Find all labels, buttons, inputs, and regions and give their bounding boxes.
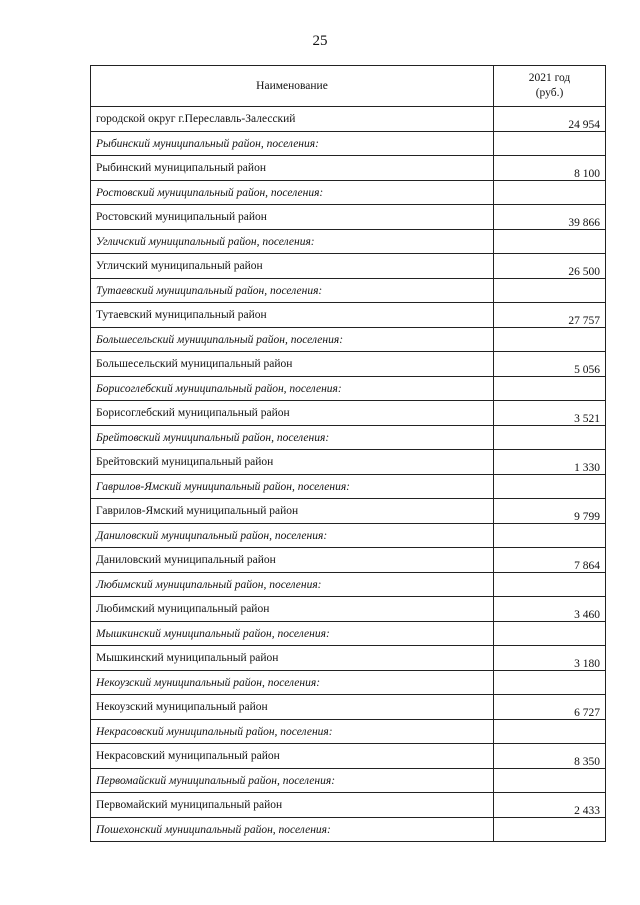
row-name-cell: Гаврилов-Ямский муниципальный район: [91, 499, 494, 524]
table-row: [91, 793, 606, 818]
table-row: [91, 352, 606, 377]
section-header-label: Первомайский муниципальный район, поселения:: [91, 769, 494, 793]
table-row: [91, 107, 606, 132]
section-header-row: [91, 622, 606, 646]
row-value-cell: 7 864: [494, 548, 606, 573]
section-header-row: [91, 524, 606, 548]
row-name-cell: городской округ г.Переславль-Залесский: [91, 107, 494, 132]
section-header-label: Даниловский муниципальный район, поселения:: [91, 524, 494, 548]
section-header-label: Любимский муниципальный район, поселения:: [91, 573, 494, 597]
section-header-label: Рыбинский муниципальный район, поселения:: [91, 132, 494, 156]
table-row: [91, 548, 606, 573]
table-row: [91, 646, 606, 671]
row-value-cell: 8 350: [494, 744, 606, 769]
section-header-row: [91, 328, 606, 352]
section-header-row: [91, 230, 606, 254]
section-header-label: Брейтовский муниципальный район, поселения:: [91, 426, 494, 450]
row-value-cell: [494, 622, 606, 646]
row-value-cell: [494, 132, 606, 156]
section-header-label: Борисоглебский муниципальный район, поселения:: [91, 377, 494, 401]
budget-table: [90, 65, 606, 842]
row-name-cell: Тутаевский муниципальный район: [91, 303, 494, 328]
column-header-name: Наименование: [91, 66, 494, 107]
row-name-cell: Некоузский муниципальный район: [91, 695, 494, 720]
section-header-row: [91, 671, 606, 695]
section-header-row: [91, 279, 606, 303]
column-header-unit-label: (руб.): [535, 87, 564, 99]
row-name-cell: Некрасовский муниципальный район: [91, 744, 494, 769]
row-value-cell: 9 799: [494, 499, 606, 524]
section-header-row: [91, 181, 606, 205]
section-header-label: Гаврилов-Ямский муниципальный район, поселения:: [91, 475, 494, 499]
table-row: [91, 401, 606, 426]
page-number: 25: [312, 33, 328, 49]
row-value-cell: [494, 573, 606, 597]
row-value-cell: [494, 818, 606, 842]
section-header-label: Тутаевский муниципальный район, поселения:: [91, 279, 494, 303]
table-row: [91, 303, 606, 328]
section-header-label: Некрасовский муниципальный район, поселения:: [91, 720, 494, 744]
row-value-cell: [494, 671, 606, 695]
row-value-cell: 3 460: [494, 597, 606, 622]
row-value-cell: [494, 475, 606, 499]
table-row: [91, 744, 606, 769]
row-value-cell: [494, 377, 606, 401]
section-header-label: Угличский муниципальный район, поселения:: [91, 230, 494, 254]
section-header-label: Ростовский муниципальный район, поселения:: [91, 181, 494, 205]
row-name-cell: Рыбинский муниципальный район: [91, 156, 494, 181]
row-value-cell: [494, 279, 606, 303]
row-name-cell: Брейтовский муниципальный район: [91, 450, 494, 475]
table-row: [91, 205, 606, 230]
row-value-cell: 8 100: [494, 156, 606, 181]
table-row: [91, 499, 606, 524]
row-name-cell: Большесельский муниципальный район: [91, 352, 494, 377]
row-value-cell: 1 330: [494, 450, 606, 475]
row-value-cell: [494, 524, 606, 548]
row-value-cell: 3 180: [494, 646, 606, 671]
row-value-cell: [494, 230, 606, 254]
row-value-cell: 39 866: [494, 205, 606, 230]
table-header: [91, 66, 606, 107]
section-header-row: [91, 426, 606, 450]
column-header-year-label: 2021 год: [528, 72, 571, 84]
row-value-cell: [494, 426, 606, 450]
table-row: [91, 597, 606, 622]
table-row: [91, 254, 606, 279]
table-row: [91, 156, 606, 181]
section-header-row: [91, 769, 606, 793]
table-body: [91, 107, 606, 842]
section-header-row: [91, 475, 606, 499]
row-value-cell: 26 500: [494, 254, 606, 279]
row-value-cell: 2 433: [494, 793, 606, 818]
row-name-cell: Мышкинский муниципальный район: [91, 646, 494, 671]
section-header-label: Некоузский муниципальный район, поселения:: [91, 671, 494, 695]
column-header-year: [494, 66, 606, 107]
section-header-label: Мышкинский муниципальный район, поселения:: [91, 622, 494, 646]
row-value-cell: 27 757: [494, 303, 606, 328]
section-header-label: Пошехонский муниципальный район, поселения:: [91, 818, 494, 842]
row-value-cell: 6 727: [494, 695, 606, 720]
table-row: [91, 450, 606, 475]
section-header-label: Большесельский муниципальный район, поселения:: [91, 328, 494, 352]
row-value-cell: 5 056: [494, 352, 606, 377]
row-value-cell: 3 521: [494, 401, 606, 426]
row-name-cell: Даниловский муниципальный район: [91, 548, 494, 573]
row-name-cell: Борисоглебский муниципальный район: [91, 401, 494, 426]
table-row: [91, 695, 606, 720]
section-header-row: [91, 720, 606, 744]
row-value-cell: [494, 181, 606, 205]
section-header-row: [91, 377, 606, 401]
row-value-cell: [494, 769, 606, 793]
section-header-row: [91, 132, 606, 156]
section-header-row: [91, 818, 606, 842]
row-value-cell: 24 954: [494, 107, 606, 132]
row-name-cell: Первомайский муниципальный район: [91, 793, 494, 818]
row-name-cell: Любимский муниципальный район: [91, 597, 494, 622]
section-header-row: [91, 573, 606, 597]
row-name-cell: Ростовский муниципальный район: [91, 205, 494, 230]
row-value-cell: [494, 720, 606, 744]
row-value-cell: [494, 328, 606, 352]
row-name-cell: Угличский муниципальный район: [91, 254, 494, 279]
